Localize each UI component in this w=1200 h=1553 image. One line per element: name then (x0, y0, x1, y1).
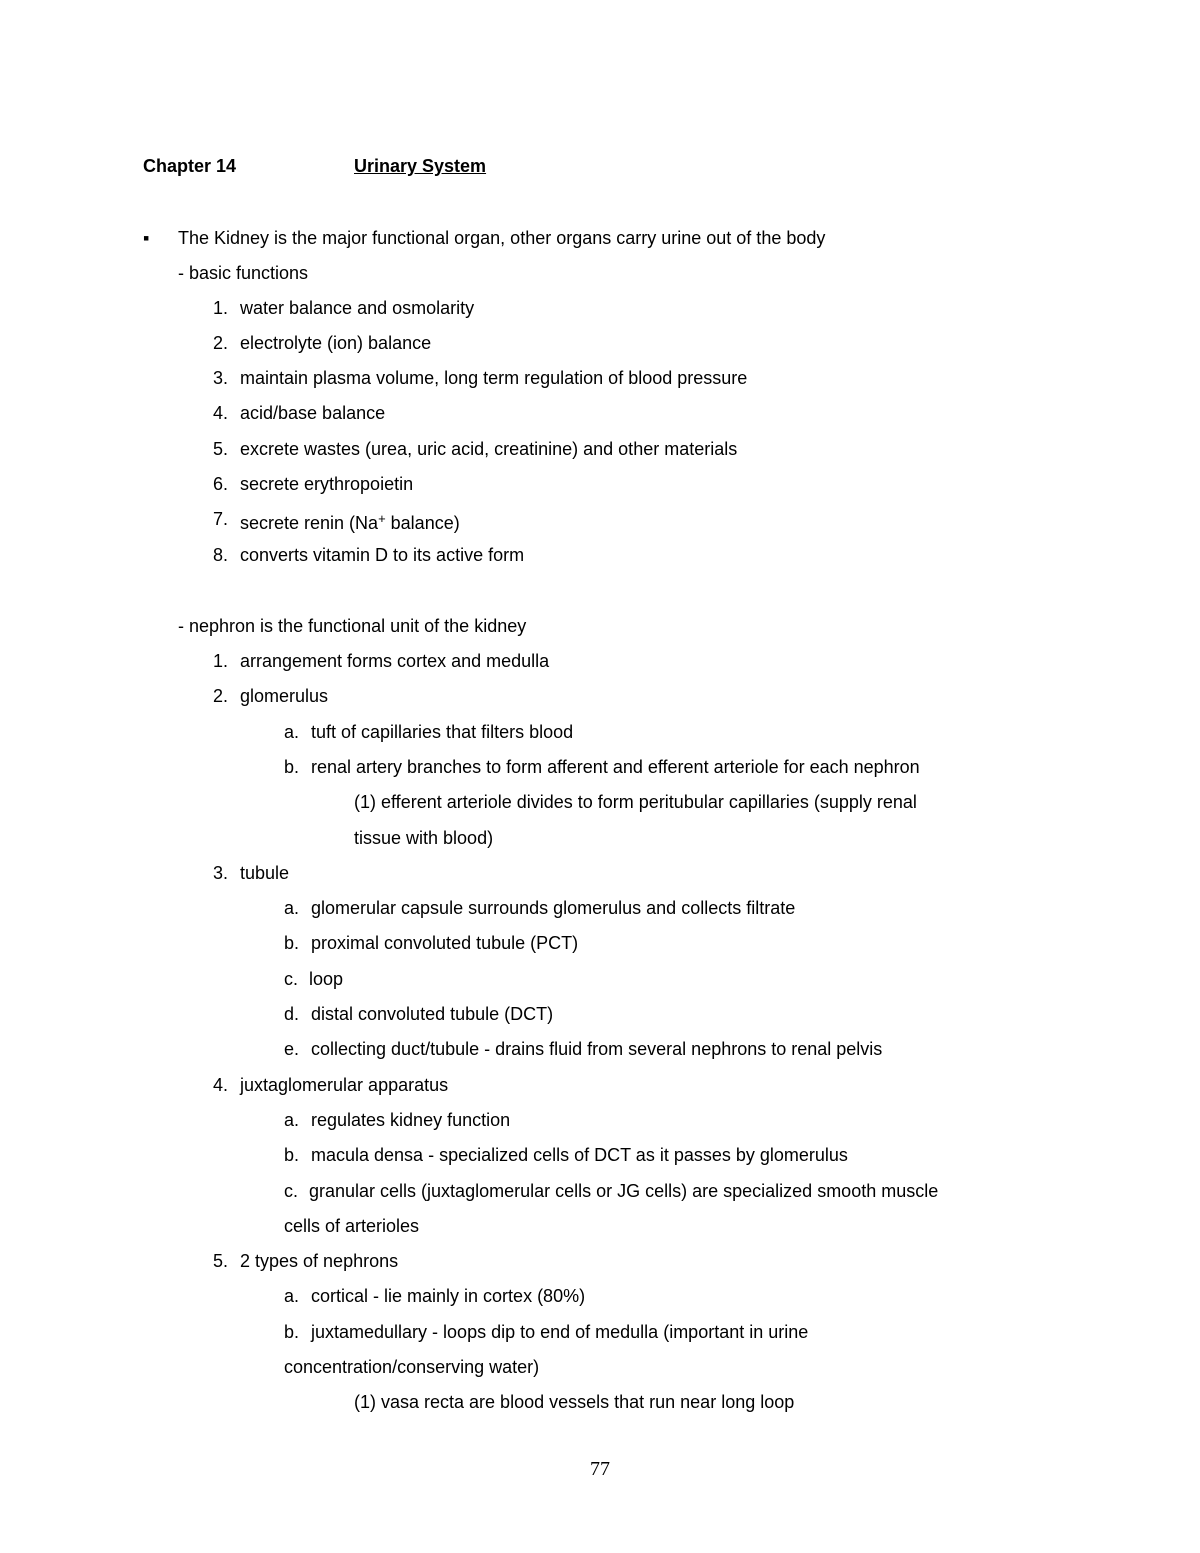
list-item: 8. converts vitamin D to its active form (213, 545, 525, 565)
chapter-title: Urinary System (354, 156, 487, 176)
sub-list-item-continued: cells of arterioles (284, 1216, 420, 1236)
sub-list-item: c. granular cells (juxtaglomerular cells or JG cells) are specialized smooth muscle (284, 1181, 939, 1201)
sub-list-item: e. collecting duct/tubule - drains fluid from several nephrons to renal pelvis (284, 1039, 883, 1059)
sub-list-item: c. loop (284, 969, 344, 989)
sub-list-item: a. glomerular capsule surrounds glomerulus and collects filtrate (284, 898, 796, 918)
list-item: 5. excrete wastes (urea, uric acid, creatinine) and other materials (213, 439, 738, 459)
page-number: 77 (590, 1458, 610, 1480)
basic-functions-label: - basic functions (178, 263, 309, 283)
list-item: 1. water balance and osmolarity (213, 298, 475, 318)
sub-sub-item: (1) vasa recta are blood vessels that run near long loop (354, 1392, 795, 1412)
chapter-label: Chapter 14 (143, 156, 237, 176)
list-item: 2. electrolyte (ion) balance (213, 333, 432, 353)
sub-list-item-continued: concentration/conserving water) (284, 1357, 540, 1377)
list-item: 6. secrete erythropoietin (213, 474, 414, 494)
sub-sub-item: (1) efferent arteriole divides to form peritubular capillaries (supply renal (354, 792, 917, 812)
list-item: 5. 2 types of nephrons (213, 1251, 399, 1271)
sub-list-item: b. proximal convoluted tubule (PCT) (284, 933, 579, 953)
sub-list-item: a. tuft of capillaries that filters blood (284, 722, 574, 742)
bullet-marker: ▪ (143, 228, 150, 248)
list-item: 4. juxtaglomerular apparatus (213, 1075, 449, 1095)
sub-list-item: a. regulates kidney function (284, 1110, 511, 1130)
sub-list-item: a. cortical - lie mainly in cortex (80%) (284, 1286, 586, 1306)
list-item: 2. glomerulus (213, 686, 329, 706)
sub-list-item: b. macula densa - specialized cells of DCT as it passes by glomerulus (284, 1145, 848, 1165)
sub-sub-item-continued: tissue with blood) (354, 828, 494, 848)
list-item: 3. tubule (213, 863, 290, 883)
sub-list-item: b. juxtamedullary - loops dip to end of medulla (important in urine (284, 1322, 809, 1342)
bullet-text: The Kidney is the major functional organ, other organs carry urine out of the body (178, 228, 826, 248)
sub-list-item: d. distal convoluted tubule (DCT) (284, 1004, 554, 1024)
list-item: 3. maintain plasma volume, long term regulation of blood pressure (213, 368, 748, 388)
nephron-label: - nephron is the functional unit of the kidney (178, 616, 527, 636)
list-item: 7. secrete renin (Na+ balance) (213, 509, 460, 533)
list-item: 1. arrangement forms cortex and medulla (213, 651, 550, 671)
sub-list-item: b. renal artery branches to form afferent and efferent arteriole for each nephron (284, 757, 920, 777)
list-item: 4. acid/base balance (213, 403, 386, 423)
